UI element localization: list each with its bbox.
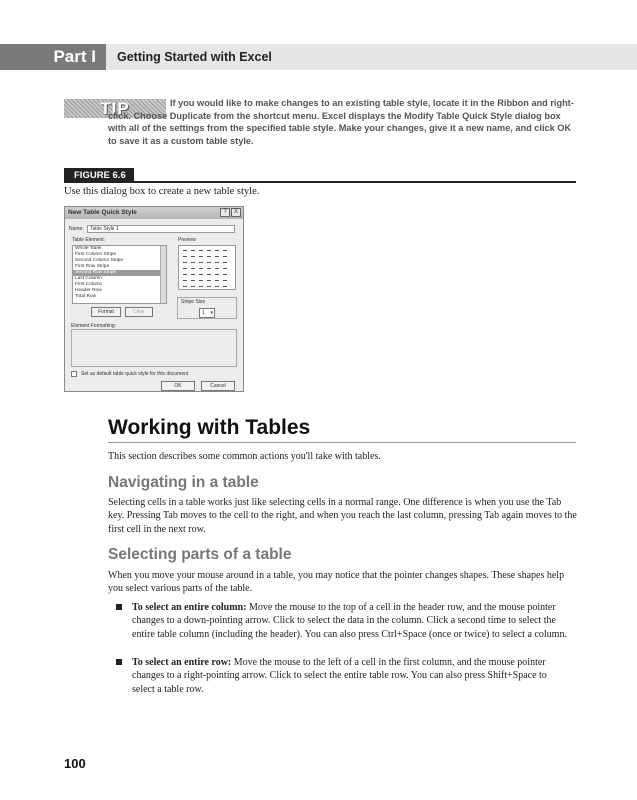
list-scrollbar[interactable] — [160, 246, 166, 303]
bullet-select-row — [132, 656, 572, 696]
chevron-down-icon: ▾ — [210, 310, 213, 316]
list-item[interactable]: Last Column — [75, 276, 102, 281]
bullet-square-icon — [116, 604, 122, 610]
page-number: 100 — [64, 756, 86, 771]
list-item[interactable]: First Row Stripe — [75, 264, 110, 269]
figure-rule — [64, 181, 576, 183]
table-element-list[interactable] — [72, 245, 167, 304]
stripe-size-label: Stripe Size — [181, 299, 206, 305]
stripe-size-select[interactable] — [199, 308, 215, 318]
tip-text: If you would like to make changes to an existing table style, locate it in the Ribbon and right-click. Choose Duplicate from the shortcut menu. Excel displays the Modify Table Quick Style dialog box with all of the settings from the specified table style. Make your changes, give it a new name, and click OK to save it as a custom table style. — [108, 98, 574, 146]
bullet-square-icon — [116, 659, 122, 665]
list-item[interactable]: Total Row — [75, 294, 97, 299]
subsection-body-navigating: Selecting cells in a table works just like selecting cells in a normal range. One difference is when you use the Tab key. Pressing Tab moves to the cell to the right, and when you reach the last column, pressing Tab again moves to the first cell in the next row. — [108, 497, 577, 535]
part-title: Getting Started with Excel — [117, 50, 272, 64]
part-label: Part I — [0, 44, 106, 70]
bullet-lead: To select an entire row: — [132, 657, 232, 668]
ok-button[interactable]: OK — [161, 381, 195, 391]
preview-row — [183, 274, 231, 275]
preview-row — [183, 286, 231, 287]
tip-badge: TIP — [64, 99, 166, 118]
default-style-checkbox-label: Set as default table quick style for this document — [81, 371, 189, 377]
element-formatting-label: Element Formatting: — [71, 323, 117, 329]
element-formatting-box — [71, 329, 237, 367]
list-item[interactable]: First Column — [75, 282, 103, 287]
section-title-rule — [108, 442, 576, 443]
stripe-size-value: 1 — [202, 310, 205, 316]
format-button[interactable]: Format — [91, 307, 121, 317]
preview-row — [183, 250, 231, 251]
list-item[interactable]: Header Row — [75, 288, 102, 293]
section-intro: This section describes some common actions you'll take with tables. — [108, 451, 381, 462]
table-element-label: Table Element: — [72, 237, 106, 243]
list-item[interactable]: Second Column Stripe — [75, 258, 123, 263]
preview-label: Preview — [178, 237, 196, 243]
bullet-select-column — [132, 601, 572, 641]
section-title: Working with Tables — [108, 416, 311, 439]
bullet-lead: To select an entire column: — [132, 602, 247, 613]
dialog-titlebar — [65, 207, 243, 219]
figure-caption: Use this dialog box to create a new table style. — [64, 186, 260, 197]
clear-button[interactable]: Clear — [125, 307, 153, 317]
subsection-body-selecting: When you move your mouse around in a table, you may notice that the pointer changes shapes. These shapes help you select various parts of the table. — [108, 570, 565, 595]
cancel-button[interactable]: Cancel — [201, 381, 235, 391]
preview-row — [183, 268, 231, 269]
new-table-quick-style-dialog — [64, 206, 244, 392]
preview-row — [183, 280, 231, 281]
list-item-selected[interactable]: Second Row Stripe — [73, 270, 166, 276]
subsection-title-navigating: Navigating in a table — [108, 474, 259, 491]
bullet-body: Move the mouse to the left of a cell in the first column, and the mouse pointer changes to a right-pointing arrow. Click to select the entire table row. You can also press Shift+Space to select a table row. — [132, 657, 547, 695]
bullet-text — [132, 656, 572, 696]
list-item[interactable]: Whole Table — [75, 246, 102, 251]
default-style-checkbox[interactable] — [71, 371, 77, 377]
close-button[interactable]: X — [231, 208, 241, 217]
preview-row — [183, 256, 231, 257]
preview-pane — [178, 245, 236, 290]
list-item[interactable]: First Column Stripe — [75, 252, 117, 257]
dialog-title: New Table Quick Style — [68, 209, 137, 216]
preview-row — [183, 262, 231, 263]
name-input[interactable]: Table Style 1 — [87, 225, 235, 233]
bullet-text — [132, 601, 572, 641]
name-label: Name: — [69, 226, 84, 232]
subsection-title-selecting: Selecting parts of a table — [108, 546, 292, 563]
figure-label: FIGURE 6.6 — [64, 168, 134, 183]
help-button[interactable]: ? — [220, 208, 230, 217]
bullet-body: Move the mouse to the top of a cell in the header row, and the mouse pointer changes to a down-pointing arrow. Click to select the data in the column. Click a second time to select the entire table column (including the header). You can also press Ctrl+Space (once or twice) to select a column. — [132, 602, 567, 640]
